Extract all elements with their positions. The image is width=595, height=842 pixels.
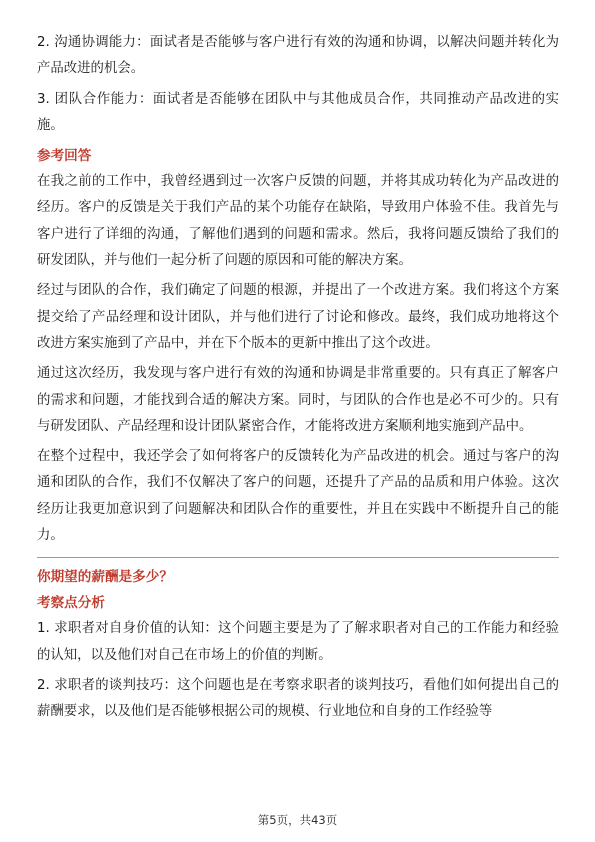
question-title: 你期望的薪酬是多少？ xyxy=(37,569,173,586)
analysis-heading: 考察点分析 xyxy=(37,595,105,612)
answer-paragraph: 通过这次经历，我发现与客户进行有效的沟通和协调是非常重要的。只有真正了解客户的需求和问题，才能找到合适的解决方案。同时，与团队的合作也是必不可少的。只有与研发团队、产品经理和设计团队紧密合作，才能将改进方案顺利地实施到产品中。 xyxy=(37,366,559,434)
answer-paragraph: 在整个过程中，我还学会了如何将客户的反馈转化为产品改进的机会。通过与客户的沟通和团队的合作，我们不仅解决了客户的问题，还提升了产品的品质和用户体验。这次经历让我更加意识到了问题解决和团队合作的重要性，并且在实践中不断提升自己的能力。 xyxy=(37,449,559,544)
analysis-item-self-value: 1. 求职者对自身价值的认知：这个问题主要是为了了解求职者对自己的工作能力和经验的认知，以及他们对自己在市场上的价值的判断。 xyxy=(37,621,559,663)
answer-paragraph: 经过与团队的合作，我们确定了问题的根源，并提出了一个改进方案。我们将这个方案提交给了产品经理和设计团队，并与他们进行了讨论和修改。最终，我们成功地将这个改进方案实施到了产品中，并在下个版本的更新中推出了这个改进。 xyxy=(37,283,559,351)
answer-paragraph: 在我之前的工作中，我曾经遇到过一次客户反馈的问题，并将其成功转化为产品改进的经历。客户的反馈是关于我们产品的某个功能存在缺陷，导致用户体验不佳。我首先与客户进行了详细的沟通，了解他们遇到的问题和需求。然后，我将问题反馈给了我们的研发团队，并与他们一起分析了问题的原因和可能的解决方案。 xyxy=(37,174,559,269)
reference-answer-heading: 参考回答 xyxy=(37,148,92,165)
analysis-item-negotiation: 2. 求职者的谈判技巧：这个问题也是在考察求职者的谈判技巧，看他们如何提出自己的薪酬要求，以及他们是否能够根据公司的规模、行业地位和自身的工作经验等 xyxy=(37,677,559,720)
page-content xyxy=(37,30,559,730)
page-number: 第5页，共43页 xyxy=(257,813,338,827)
criteria-item-communication: 2. 沟通协调能力：面试者是否能够与客户进行有效的沟通和协调，以解决问题并转化为产品改进的机会。 xyxy=(37,35,559,77)
criteria-item-teamwork: 3. 团队合作能力：面试者是否能够在团队中与其他成员合作，共同推动产品改进的实施。 xyxy=(37,91,559,133)
section-divider xyxy=(37,557,559,558)
